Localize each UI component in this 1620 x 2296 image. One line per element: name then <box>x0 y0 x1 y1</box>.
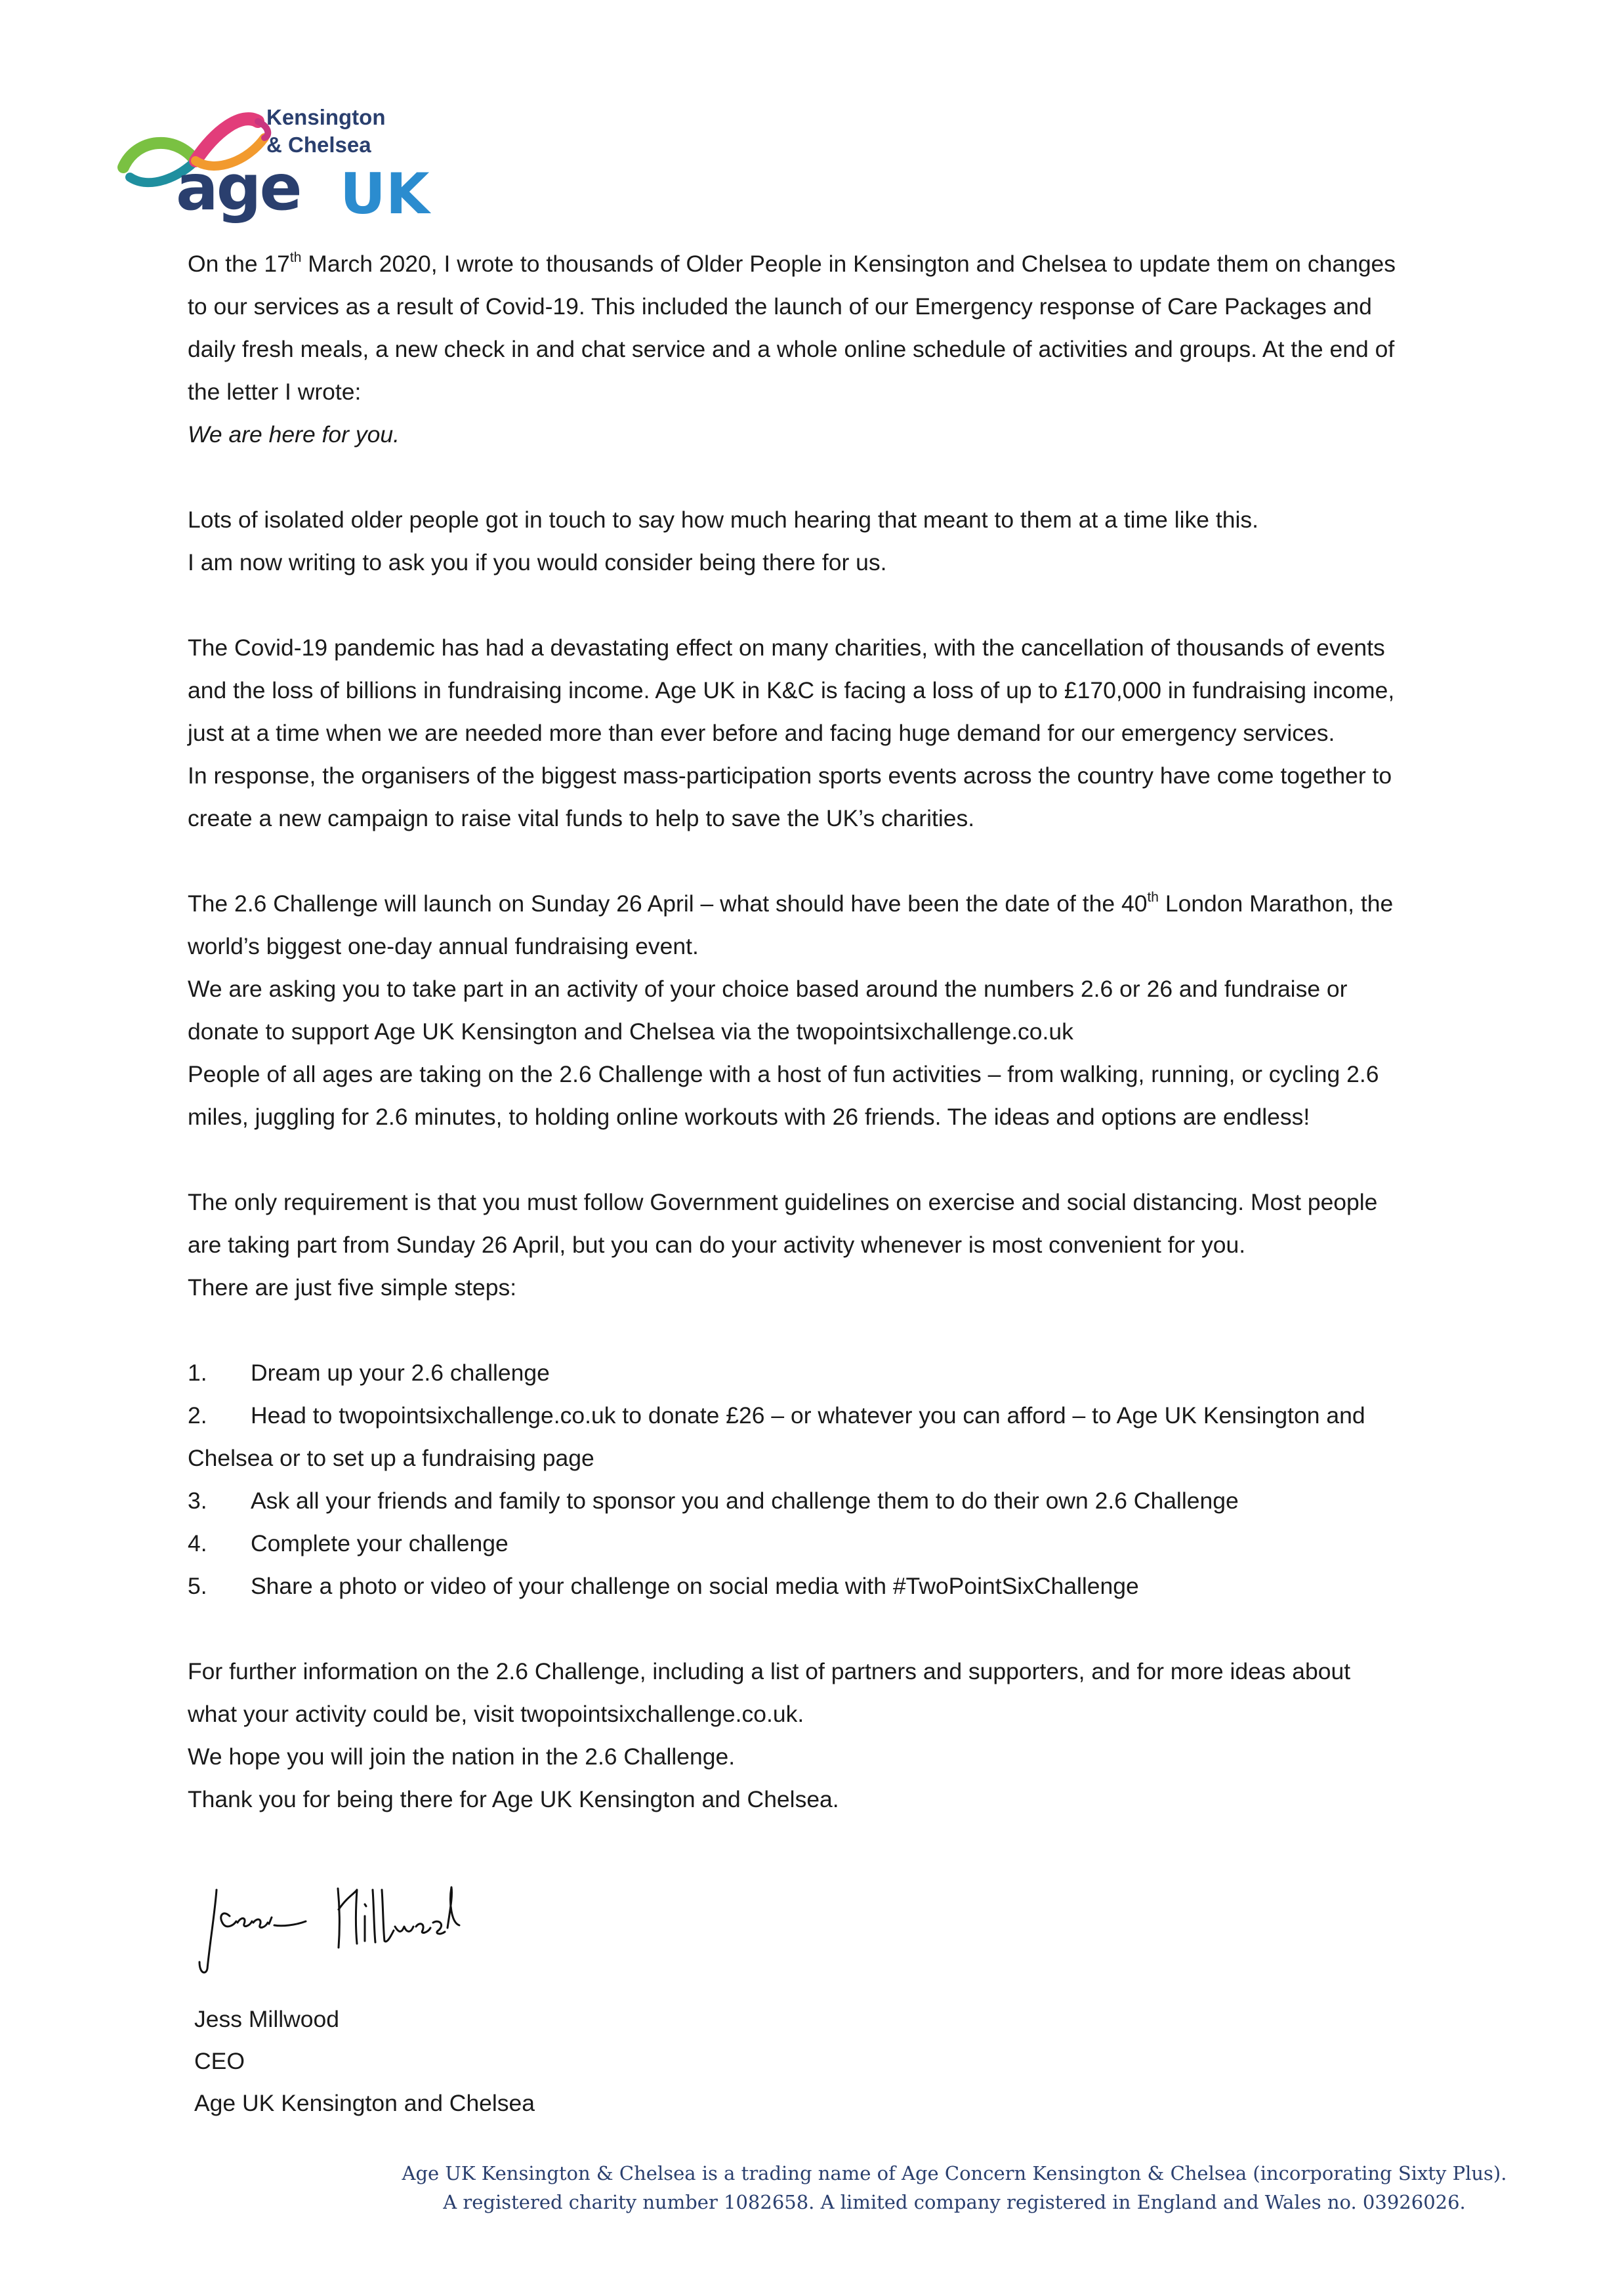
step-number: 3. <box>188 1488 207 1514</box>
text-line: and the loss of billions in fundraising income. Age UK in K&C is facing a loss of up to £170,000 in fundraising income, <box>188 677 1395 703</box>
footer-line-trading-name: Age UK Kensington & Chelsea is a trading name of Age Concern Kensington & Chelsea (incorporating Sixty Plus). <box>402 2162 1507 2184</box>
text-line: We are asking you to take part in an activity of your choice based around the numbers 2.6 or 26 and fundraise or <box>188 976 1348 1002</box>
text-line: We hope you will join the nation in the 2.6 Challenge. <box>188 1743 736 1770</box>
text-line: miles, juggling for 2.6 minutes, to holding online workouts with 26 friends. The ideas and options are endless! <box>188 1104 1310 1130</box>
text-line: world’s biggest one-day annual fundraising event. <box>188 933 699 959</box>
step-text-continued: Chelsea or to set up a fundraising page <box>188 1445 594 1471</box>
text-line: are taking part from Sunday 26 April, but you can do your activity whenever is most convenient for you. <box>188 1232 1246 1258</box>
step-text: Ask all your friends and family to sponsor you and challenge them to do their own 2.6 Challenge <box>251 1488 1239 1514</box>
list-item <box>188 1565 1487 1608</box>
logo-word-uk: UK <box>340 161 430 227</box>
steps-list <box>188 1352 1487 1608</box>
paragraph-requirements <box>188 1181 1487 1309</box>
signatory-organisation: Age UK Kensington and Chelsea <box>194 2090 535 2116</box>
text-line: For further information on the 2.6 Challenge, including a list of partners and supporters, and for more ideas about <box>188 1658 1351 1684</box>
text-line <box>188 243 1487 285</box>
text-run: On the 17 <box>188 251 290 277</box>
letter-body <box>188 243 1487 1864</box>
list-item-continuation <box>188 1437 1487 1480</box>
list-item <box>188 1480 1487 1522</box>
step-text: Share a photo or video of your challenge on social media with #TwoPointSixChallenge <box>251 1573 1139 1599</box>
step-text: Dream up your 2.6 challenge <box>251 1360 550 1386</box>
footer <box>0 2159 1620 2217</box>
text-line: the letter I wrote: <box>188 379 362 405</box>
step-text: Complete your challenge <box>251 1530 509 1556</box>
text-run: The 2.6 Challenge will launch on Sunday 26 April – what should have been the date of the 40 <box>188 890 1148 917</box>
text-run: March 2020, I wrote to thousands of Older People in Kensington and Chelsea to update them on changes <box>301 251 1396 277</box>
quoted-line: We are here for you. <box>188 421 400 448</box>
logo-line-kensington: Kensington <box>266 105 386 129</box>
logo-line-chelsea: & Chelsea <box>266 133 371 157</box>
text-line: I am now writing to ask you if you would consider being there for us. <box>188 549 887 575</box>
text-line: create a new campaign to raise vital funds to help to save the UK’s charities. <box>188 805 975 831</box>
text-run: London Marathon, the <box>1158 890 1394 917</box>
step-number: 1. <box>188 1360 207 1386</box>
text-line: People of all ages are taking on the 2.6 Challenge with a host of fun activities – from walking, running, or cycling 2.6 <box>188 1061 1379 1087</box>
list-item <box>188 1394 1487 1437</box>
age-uk-logo <box>117 98 430 230</box>
text-line: donate to support Age UK Kensington and Chelsea via the twopointsixchallenge.co.uk <box>188 1018 1073 1045</box>
text-line: Lots of isolated older people got in touch to say how much hearing that meant to them at a time like this. <box>188 507 1258 533</box>
paragraph-challenge <box>188 883 1487 1138</box>
text-line: Thank you for being there for Age UK Kensington and Chelsea. <box>188 1786 839 1812</box>
logo-word-age: age <box>176 151 301 224</box>
ordinal-suffix: th <box>1147 890 1159 905</box>
paragraph-closing <box>188 1650 1487 1821</box>
ordinal-suffix: th <box>289 250 302 265</box>
text-line: just at a time when we are needed more than ever before and facing huge demand for our emergency services. <box>188 720 1335 746</box>
list-item <box>188 1352 1487 1394</box>
handwritten-signature <box>190 1870 505 1982</box>
paragraph-pandemic <box>188 627 1487 840</box>
step-number: 4. <box>188 1530 207 1556</box>
signoff-block <box>194 1998 535 2124</box>
step-text: Head to twopointsixchallenge.co.uk to donate £26 – or whatever you can afford – to Age UK Kensington and <box>251 1402 1365 1429</box>
text-line: There are just five simple steps: <box>188 1274 517 1301</box>
step-number: 5. <box>188 1573 207 1599</box>
text-line: what your activity could be, visit twopointsixchallenge.co.uk. <box>188 1701 804 1727</box>
footer-line-registration: A registered charity number 1082658. A limited company registered in England and Wales no. 03926026. <box>443 2191 1466 2213</box>
signatory-name: Jess Millwood <box>194 2006 339 2032</box>
step-number: 2. <box>188 1402 207 1429</box>
paragraph-request <box>188 499 1487 584</box>
text-line: daily fresh meals, a new check in and chat service and a whole online schedule of activities and groups. At the end of <box>188 336 1395 362</box>
text-line: The Covid-19 pandemic has had a devastating effect on many charities, with the cancellation of thousands of events <box>188 635 1385 661</box>
text-line: The only requirement is that you must follow Government guidelines on exercise and social distancing. Most people <box>188 1189 1378 1215</box>
list-item <box>188 1522 1487 1565</box>
text-line: to our services as a result of Covid-19. This included the launch of our Emergency response of Care Packages and <box>188 293 1372 320</box>
text-line: In response, the organisers of the biggest mass-participation sports events across the country have come together to <box>188 762 1392 789</box>
signatory-title: CEO <box>194 2048 245 2074</box>
paragraph-intro <box>188 243 1487 456</box>
text-line <box>188 883 1487 925</box>
